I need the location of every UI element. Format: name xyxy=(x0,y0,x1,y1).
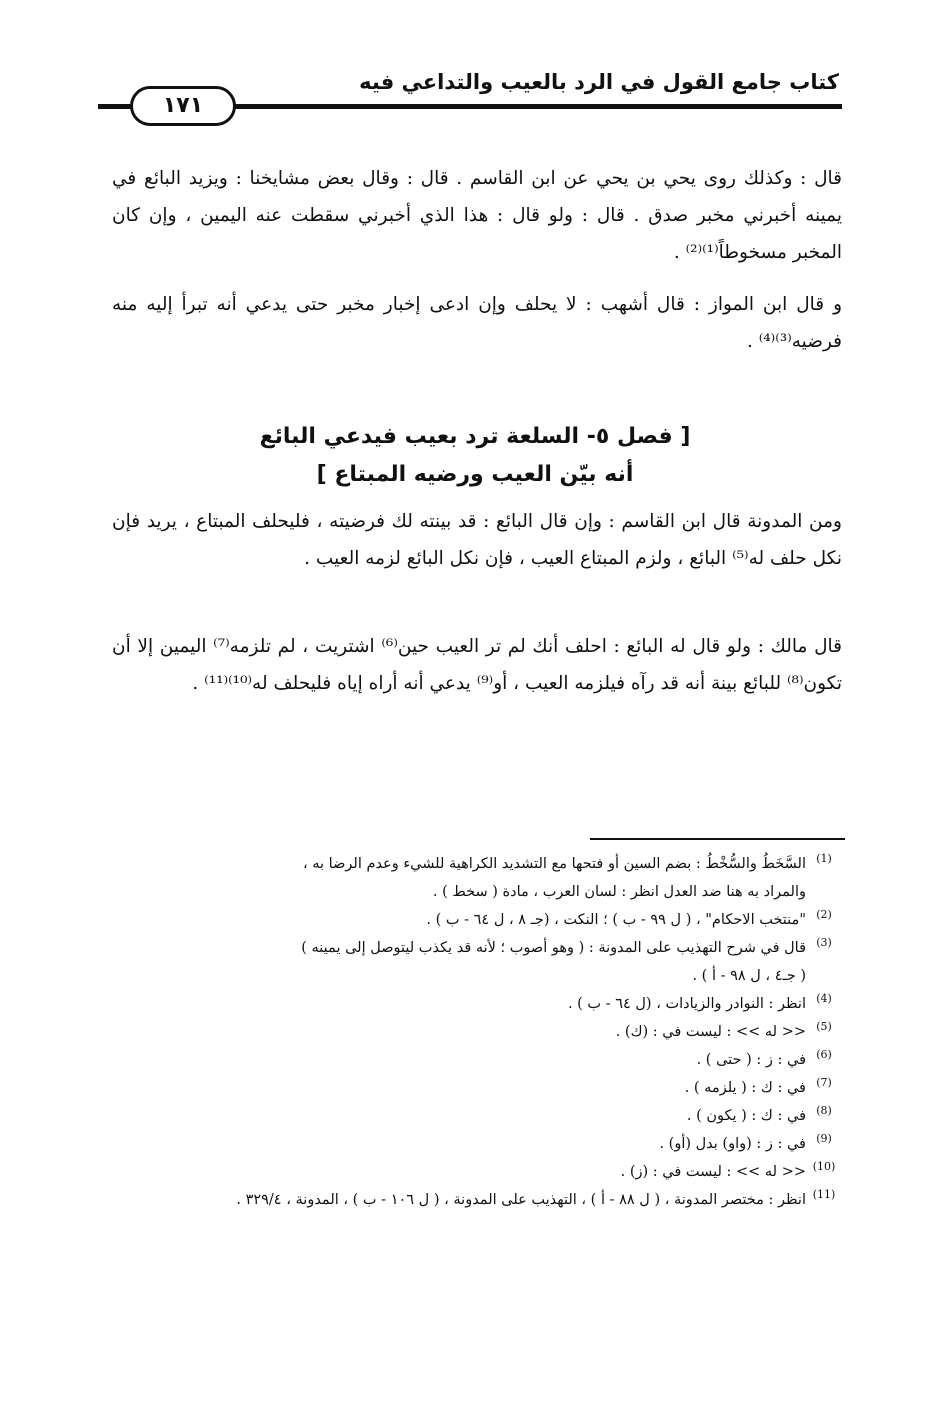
footnote-2 xyxy=(120,906,842,934)
footnote-separator xyxy=(590,838,845,840)
footnote-text: << له >> : ليست في : (ك) . xyxy=(615,1024,806,1040)
footnote-text: في : ز : (واو) بدل (أو) . xyxy=(659,1136,806,1152)
footnote-text: قال في شرح التهذيب على المدونة : ( وهو أصوب ؛ لأنه قد يكذب ليتوصل إلى يمينه ) xyxy=(301,940,806,956)
footnote-6 xyxy=(120,1046,842,1074)
footnote-text: في : ك : ( يلزمه ) . xyxy=(684,1080,806,1096)
footnote-text: انظر : مختصر المدونة ، ( ل ٨٨ - أ ) ، التهذيب على المدونة ، ( ل ١٠٦ - ب ) ، المدونة ، ٣٢٩/٤ . xyxy=(236,1192,806,1208)
footnote-number: (10) xyxy=(812,1160,836,1173)
footnote-text: << له >> : ليست في : (ز) . xyxy=(620,1164,806,1180)
footnote-5 xyxy=(120,1018,842,1046)
page-number-badge: ١٧١ xyxy=(130,86,236,126)
footnote-4 xyxy=(120,990,842,1018)
footnote-1-continuation: والمراد به هنا ضد العدل انظر : لسان العرب ، مادة ( سخط ) . xyxy=(432,884,806,900)
paragraph-2: و قال ابن المواز : قال أشهب : لا يحلف وإن ادعى إخبار مخبر حتى يدعي أنه تبرأ إليه منه فرضيه⁽³⁾⁽⁴⁾ . xyxy=(112,294,842,352)
section-heading-line-1: [ فصل ٥- السلعة ترد بعيب فيدعي البائع xyxy=(259,424,691,449)
footnote-number: (3) xyxy=(816,936,832,949)
footnote-number: (6) xyxy=(816,1048,832,1061)
footnote-1 xyxy=(120,850,842,878)
footnote-text: في : ك : ( يكون ) . xyxy=(686,1108,806,1124)
footnote-number: (8) xyxy=(816,1104,832,1117)
section-heading-line-2: أنه بيّن العيب ورضيه المبتاع ] xyxy=(316,462,634,487)
footnote-text: في : ز : ( حتى ) . xyxy=(696,1052,806,1068)
footnote-3 xyxy=(120,934,842,962)
footnote-number: (11) xyxy=(812,1188,836,1201)
footnote-10 xyxy=(120,1158,842,1186)
footnote-3-continuation: ( جـ٤ ، ل ٩٨ - أ ) . xyxy=(692,968,806,984)
footnote-number: (1) xyxy=(816,852,832,865)
paragraph-1: قال : وكذلك روى يحي بن يحي عن ابن القاسم . قال : وقال بعض مشايخنا : ويزيد البائع في يمينه أخبرني مخبر صدق . قال : ولو قال : هذا الذي أخبرني سقطت عنه اليمين ، وإن كان المخبر مسخوطاً⁽¹⁾⁽²⁾ . xyxy=(112,168,842,263)
footnote-number: (7) xyxy=(816,1076,832,1089)
paragraph-3: ومن المدونة قال ابن القاسم : وإن قال البائع : قد بينته لك فرضيته ، فليحلف المبتاع ، يريد فإن نكل حلف له⁽⁵⁾ البائع ، ولزم المبتاع العيب ، فإن نكل البائع لزمه العيب . xyxy=(112,511,842,569)
footnote-text: "منتخب الاحكام" ، ( ل ٩٩ - ب ) ؛ النكت ، (جـ ٨ ، ل ٦٤ - ب ) . xyxy=(426,912,806,928)
footnote-9 xyxy=(120,1130,842,1158)
footnote-7 xyxy=(120,1074,842,1102)
paragraph-4: قال مالك : ولو قال له البائع : احلف أنك لم تر العيب حين⁽⁶⁾ اشتريت ، لم تلزمه⁽⁷⁾ اليمين إلا أن تكون⁽⁸⁾ للبائع بينة أنه قد رآه فيلزمه العيب ، أو⁽⁹⁾ يدعي أنه أراه إياه فليحلف له⁽¹⁰⁾⁽¹¹⁾ . xyxy=(112,636,842,694)
footnote-number: (9) xyxy=(816,1132,832,1145)
footnote-8 xyxy=(120,1102,842,1130)
footnote-number: (2) xyxy=(816,908,832,921)
footnote-number: (4) xyxy=(816,992,832,1005)
footnote-11 xyxy=(120,1186,842,1214)
footnote-text: انظر : النوادر والزيادات ، (ل ٦٤ - ب ) . xyxy=(567,996,806,1012)
footnotes xyxy=(120,850,842,1214)
footnote-text: السَّخَطُ والسُّخْطُ : بضم السين أو فتحها مع التشديد الكراهية للشيء وعدم الرضا به ، xyxy=(302,856,806,872)
footnote-number: (5) xyxy=(816,1020,832,1033)
running-header-title: كتاب جامع القول في الرد بالعيب والتداعي فيه xyxy=(359,70,839,94)
